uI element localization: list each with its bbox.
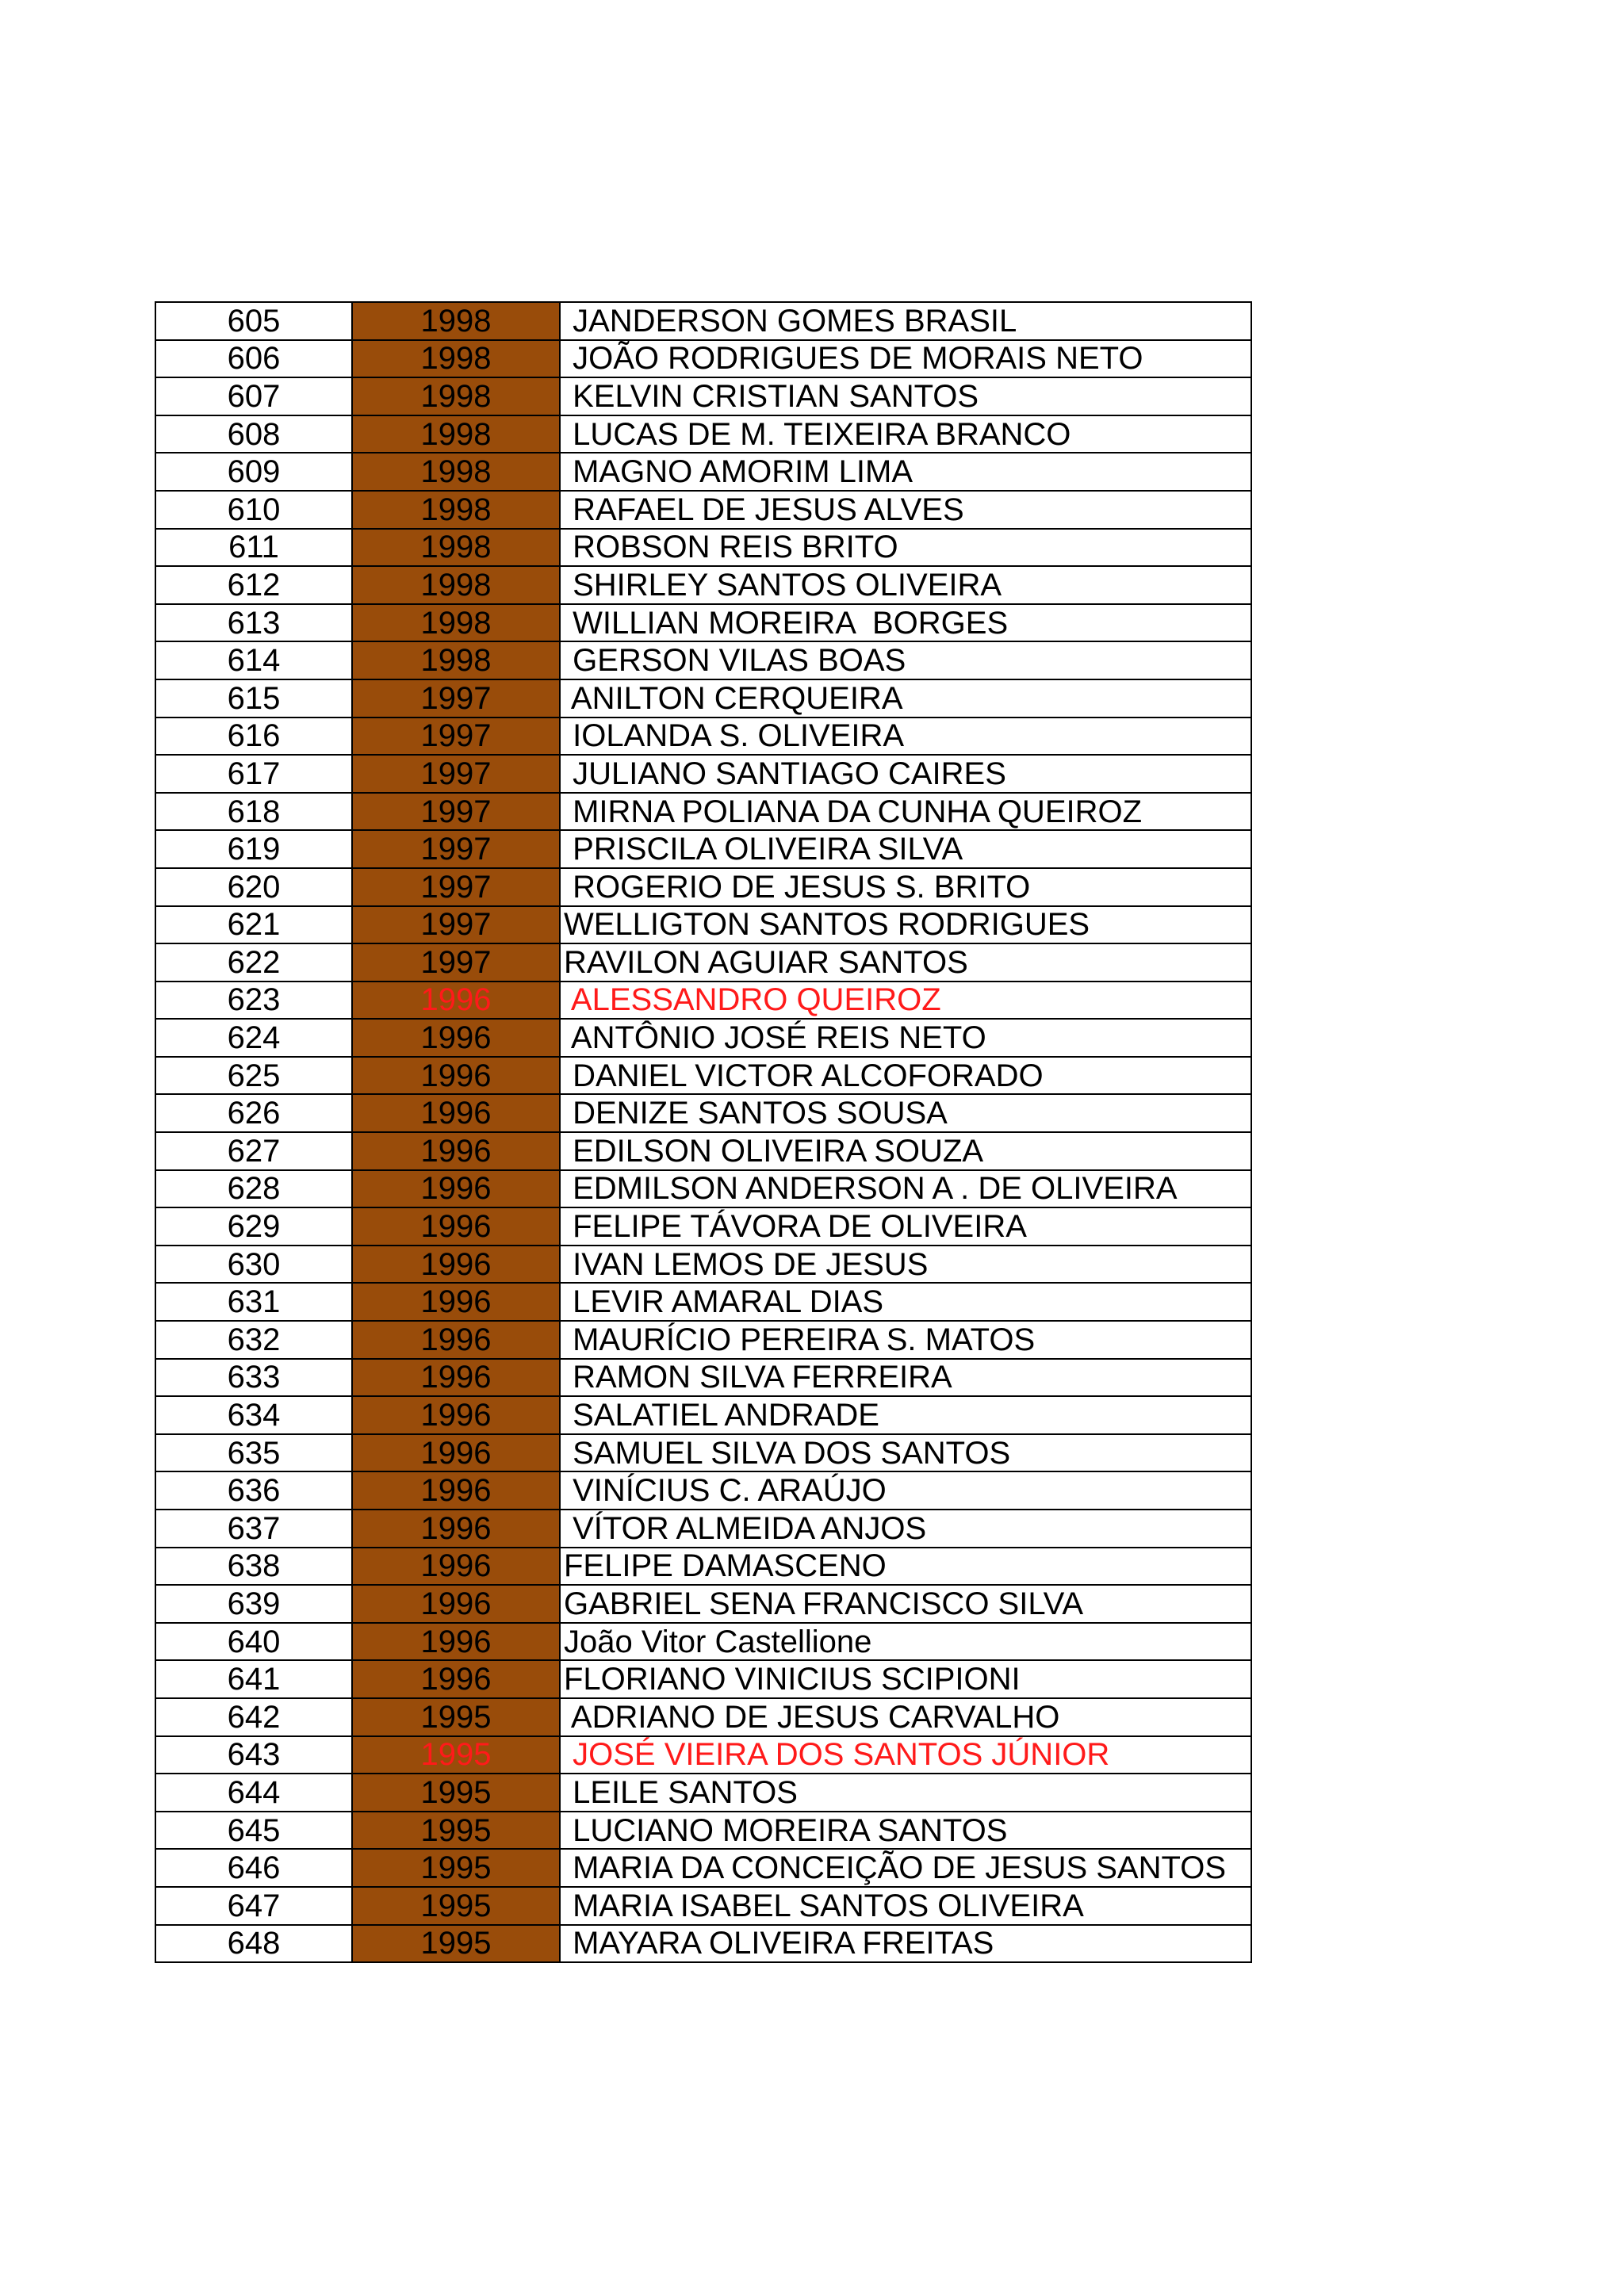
row-number-cell: 645 bbox=[155, 1812, 352, 1850]
table-row bbox=[155, 1170, 1251, 1208]
name-cell: EDMILSON ANDERSON A . DE OLIVEIRA bbox=[560, 1170, 1251, 1208]
year-cell: 1996 bbox=[352, 1585, 560, 1623]
table-row bbox=[155, 566, 1251, 604]
table-row bbox=[155, 1623, 1251, 1661]
row-number-cell: 627 bbox=[155, 1132, 352, 1170]
table-row bbox=[155, 1396, 1251, 1434]
name-cell: MAGNO AMORIM LIMA bbox=[560, 453, 1251, 491]
row-number-cell: 610 bbox=[155, 491, 352, 529]
year-cell: 1996 bbox=[352, 1283, 560, 1321]
row-number-cell: 624 bbox=[155, 1019, 352, 1057]
table-row bbox=[155, 793, 1251, 831]
year-cell: 1996 bbox=[352, 1019, 560, 1057]
name-cell: ROGERIO DE JESUS S. BRITO bbox=[560, 868, 1251, 906]
table-row bbox=[155, 1359, 1251, 1397]
table-row bbox=[155, 943, 1251, 982]
row-number-cell: 626 bbox=[155, 1094, 352, 1132]
table-row bbox=[155, 415, 1251, 453]
name-cell: SALATIEL ANDRADE bbox=[560, 1396, 1251, 1434]
name-cell: ANTÔNIO JOSÉ REIS NETO bbox=[560, 1019, 1251, 1057]
table-row bbox=[155, 755, 1251, 793]
row-number-cell: 641 bbox=[155, 1660, 352, 1698]
row-number-cell: 614 bbox=[155, 641, 352, 679]
name-cell: FLORIANO VINICIUS SCIPIONI bbox=[560, 1660, 1251, 1698]
table-row bbox=[155, 1812, 1251, 1850]
table-row bbox=[155, 1887, 1251, 1925]
year-cell: 1997 bbox=[352, 793, 560, 831]
year-cell: 1998 bbox=[352, 604, 560, 642]
year-cell: 1998 bbox=[352, 415, 560, 453]
name-cell: IVAN LEMOS DE JESUS bbox=[560, 1246, 1251, 1284]
name-cell: VINÍCIUS C. ARAÚJO bbox=[560, 1471, 1251, 1510]
row-number-cell: 637 bbox=[155, 1510, 352, 1548]
year-cell: 1996 bbox=[352, 1057, 560, 1095]
row-number-cell: 619 bbox=[155, 830, 352, 868]
row-number-cell: 639 bbox=[155, 1585, 352, 1623]
name-cell: JANDERSON GOMES BRASIL bbox=[560, 302, 1251, 340]
year-cell: 1998 bbox=[352, 641, 560, 679]
name-cell: SHIRLEY SANTOS OLIVEIRA bbox=[560, 566, 1251, 604]
year-cell: 1998 bbox=[352, 491, 560, 529]
name-cell: MIRNA POLIANA DA CUNHA QUEIROZ bbox=[560, 793, 1251, 831]
roster-table-body bbox=[155, 302, 1251, 1962]
name-cell: ANILTON CERQUEIRA bbox=[560, 679, 1251, 718]
name-cell: KELVIN CRISTIAN SANTOS bbox=[560, 377, 1251, 415]
year-cell: 1997 bbox=[352, 830, 560, 868]
name-cell: IOLANDA S. OLIVEIRA bbox=[560, 718, 1251, 756]
year-cell: 1996 bbox=[352, 1434, 560, 1472]
table-row bbox=[155, 491, 1251, 529]
table-row bbox=[155, 641, 1251, 679]
row-number-cell: 615 bbox=[155, 679, 352, 718]
year-cell: 1996 bbox=[352, 1207, 560, 1246]
row-number-cell: 642 bbox=[155, 1698, 352, 1736]
name-cell: RAFAEL DE JESUS ALVES bbox=[560, 491, 1251, 529]
table-row bbox=[155, 1057, 1251, 1095]
row-number-cell: 644 bbox=[155, 1774, 352, 1812]
year-cell: 1996 bbox=[352, 1321, 560, 1359]
table-row bbox=[155, 830, 1251, 868]
table-row bbox=[155, 1736, 1251, 1774]
name-cell: LEILE SANTOS bbox=[560, 1774, 1251, 1812]
row-number-cell: 647 bbox=[155, 1887, 352, 1925]
table-row bbox=[155, 868, 1251, 906]
row-number-cell: 616 bbox=[155, 718, 352, 756]
year-cell: 1997 bbox=[352, 943, 560, 982]
name-cell: WELLIGTON SANTOS RODRIGUES bbox=[560, 906, 1251, 944]
row-number-cell: 629 bbox=[155, 1207, 352, 1246]
table-row bbox=[155, 1207, 1251, 1246]
table-row bbox=[155, 1094, 1251, 1132]
name-cell: JOSÉ VIEIRA DOS SANTOS JÚNIOR bbox=[560, 1736, 1251, 1774]
table-row bbox=[155, 1434, 1251, 1472]
year-cell: 1996 bbox=[352, 1660, 560, 1698]
year-cell: 1996 bbox=[352, 1623, 560, 1661]
year-cell: 1997 bbox=[352, 679, 560, 718]
row-number-cell: 623 bbox=[155, 982, 352, 1020]
row-number-cell: 608 bbox=[155, 415, 352, 453]
table-row bbox=[155, 340, 1251, 378]
year-cell: 1995 bbox=[352, 1812, 560, 1850]
year-cell: 1995 bbox=[352, 1698, 560, 1736]
table-row bbox=[155, 529, 1251, 567]
table-row bbox=[155, 679, 1251, 718]
name-cell: EDILSON OLIVEIRA SOUZA bbox=[560, 1132, 1251, 1170]
table-row bbox=[155, 1925, 1251, 1963]
name-cell: FELIPE TÁVORA DE OLIVEIRA bbox=[560, 1207, 1251, 1246]
table-row bbox=[155, 982, 1251, 1020]
year-cell: 1998 bbox=[352, 340, 560, 378]
name-cell: LUCIANO MOREIRA SANTOS bbox=[560, 1812, 1251, 1850]
table-row bbox=[155, 1019, 1251, 1057]
row-number-cell: 605 bbox=[155, 302, 352, 340]
table-row bbox=[155, 1774, 1251, 1812]
table-row bbox=[155, 377, 1251, 415]
name-cell: VÍTOR ALMEIDA ANJOS bbox=[560, 1510, 1251, 1548]
year-cell: 1995 bbox=[352, 1736, 560, 1774]
year-cell: 1996 bbox=[352, 1359, 560, 1397]
row-number-cell: 628 bbox=[155, 1170, 352, 1208]
name-cell: JULIANO SANTIAGO CAIRES bbox=[560, 755, 1251, 793]
row-number-cell: 625 bbox=[155, 1057, 352, 1095]
row-number-cell: 638 bbox=[155, 1548, 352, 1586]
name-cell: ROBSON REIS BRITO bbox=[560, 529, 1251, 567]
row-number-cell: 634 bbox=[155, 1396, 352, 1434]
row-number-cell: 633 bbox=[155, 1359, 352, 1397]
row-number-cell: 621 bbox=[155, 906, 352, 944]
table-row bbox=[155, 453, 1251, 491]
name-cell: GABRIEL SENA FRANCISCO SILVA bbox=[560, 1585, 1251, 1623]
name-cell: LUCAS DE M. TEIXEIRA BRANCO bbox=[560, 415, 1251, 453]
name-cell: GERSON VILAS BOAS bbox=[560, 641, 1251, 679]
table-row bbox=[155, 1471, 1251, 1510]
name-cell: MAYARA OLIVEIRA FREITAS bbox=[560, 1925, 1251, 1963]
year-cell: 1995 bbox=[352, 1774, 560, 1812]
name-cell: RAVILON AGUIAR SANTOS bbox=[560, 943, 1251, 982]
name-cell: ADRIANO DE JESUS CARVALHO bbox=[560, 1698, 1251, 1736]
name-cell: João Vitor Castellione bbox=[560, 1623, 1251, 1661]
year-cell: 1998 bbox=[352, 377, 560, 415]
year-cell: 1997 bbox=[352, 868, 560, 906]
roster-table bbox=[155, 301, 1252, 1963]
table-row bbox=[155, 302, 1251, 340]
name-cell: PRISCILA OLIVEIRA SILVA bbox=[560, 830, 1251, 868]
name-cell: SAMUEL SILVA DOS SANTOS bbox=[560, 1434, 1251, 1472]
row-number-cell: 630 bbox=[155, 1246, 352, 1284]
table-row bbox=[155, 1660, 1251, 1698]
table-row bbox=[155, 718, 1251, 756]
row-number-cell: 606 bbox=[155, 340, 352, 378]
row-number-cell: 617 bbox=[155, 755, 352, 793]
row-number-cell: 635 bbox=[155, 1434, 352, 1472]
table-row bbox=[155, 1283, 1251, 1321]
name-cell: DANIEL VICTOR ALCOFORADO bbox=[560, 1057, 1251, 1095]
table-row bbox=[155, 1510, 1251, 1548]
year-cell: 1996 bbox=[352, 1170, 560, 1208]
table-row bbox=[155, 1698, 1251, 1736]
year-cell: 1997 bbox=[352, 755, 560, 793]
row-number-cell: 640 bbox=[155, 1623, 352, 1661]
row-number-cell: 618 bbox=[155, 793, 352, 831]
name-cell: MARIA ISABEL SANTOS OLIVEIRA bbox=[560, 1887, 1251, 1925]
year-cell: 1997 bbox=[352, 718, 560, 756]
year-cell: 1998 bbox=[352, 453, 560, 491]
name-cell: WILLIAN MOREIRA BORGES bbox=[560, 604, 1251, 642]
table-row bbox=[155, 1321, 1251, 1359]
table-row bbox=[155, 1132, 1251, 1170]
year-cell: 1997 bbox=[352, 906, 560, 944]
row-number-cell: 648 bbox=[155, 1925, 352, 1963]
name-cell: ALESSANDRO QUEIROZ bbox=[560, 982, 1251, 1020]
row-number-cell: 613 bbox=[155, 604, 352, 642]
name-cell: RAMON SILVA FERREIRA bbox=[560, 1359, 1251, 1397]
row-number-cell: 612 bbox=[155, 566, 352, 604]
row-number-cell: 622 bbox=[155, 943, 352, 982]
row-number-cell: 620 bbox=[155, 868, 352, 906]
year-cell: 1995 bbox=[352, 1925, 560, 1963]
row-number-cell: 646 bbox=[155, 1849, 352, 1887]
table-row bbox=[155, 1246, 1251, 1284]
year-cell: 1996 bbox=[352, 1471, 560, 1510]
table-row bbox=[155, 1585, 1251, 1623]
year-cell: 1996 bbox=[352, 982, 560, 1020]
year-cell: 1996 bbox=[352, 1132, 560, 1170]
name-cell: MAURÍCIO PEREIRA S. MATOS bbox=[560, 1321, 1251, 1359]
name-cell: JOÃO RODRIGUES DE MORAIS NETO bbox=[560, 340, 1251, 378]
row-number-cell: 636 bbox=[155, 1471, 352, 1510]
table-row bbox=[155, 906, 1251, 944]
row-number-cell: 632 bbox=[155, 1321, 352, 1359]
table-row bbox=[155, 1849, 1251, 1887]
row-number-cell: 609 bbox=[155, 453, 352, 491]
row-number-cell: 611 bbox=[155, 529, 352, 567]
year-cell: 1995 bbox=[352, 1887, 560, 1925]
table-row bbox=[155, 604, 1251, 642]
table-row bbox=[155, 1548, 1251, 1586]
name-cell: DENIZE SANTOS SOUSA bbox=[560, 1094, 1251, 1132]
row-number-cell: 631 bbox=[155, 1283, 352, 1321]
year-cell: 1995 bbox=[352, 1849, 560, 1887]
year-cell: 1996 bbox=[352, 1094, 560, 1132]
year-cell: 1996 bbox=[352, 1548, 560, 1586]
year-cell: 1996 bbox=[352, 1510, 560, 1548]
year-cell: 1998 bbox=[352, 566, 560, 604]
year-cell: 1998 bbox=[352, 302, 560, 340]
year-cell: 1998 bbox=[352, 529, 560, 567]
name-cell: FELIPE DAMASCENO bbox=[560, 1548, 1251, 1586]
name-cell: LEVIR AMARAL DIAS bbox=[560, 1283, 1251, 1321]
row-number-cell: 607 bbox=[155, 377, 352, 415]
year-cell: 1996 bbox=[352, 1246, 560, 1284]
row-number-cell: 643 bbox=[155, 1736, 352, 1774]
year-cell: 1996 bbox=[352, 1396, 560, 1434]
name-cell: MARIA DA CONCEIÇÃO DE JESUS SANTOS bbox=[560, 1849, 1251, 1887]
